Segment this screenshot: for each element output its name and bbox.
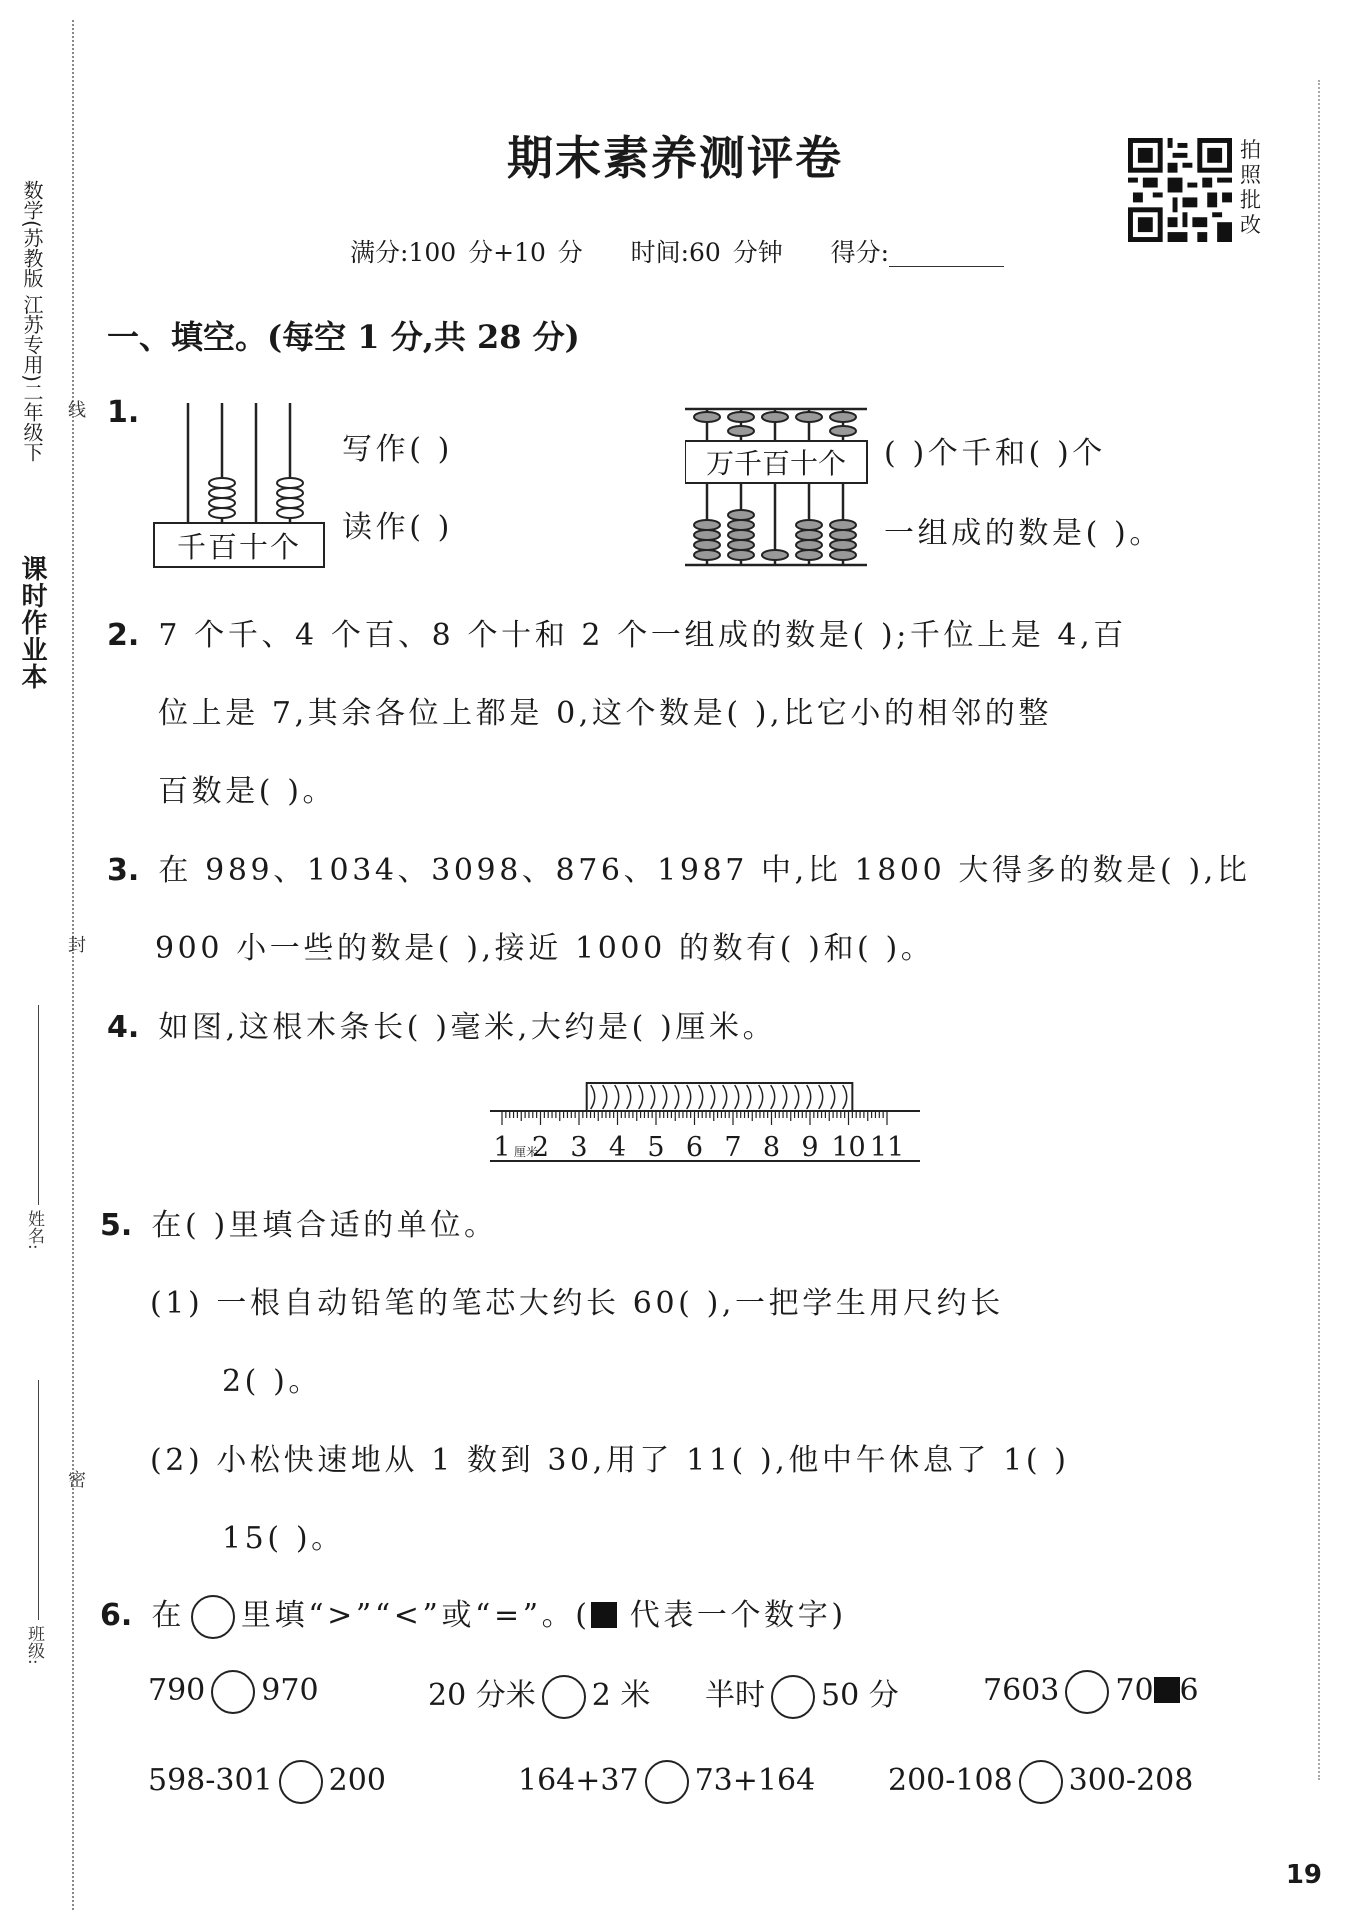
compare-circle[interactable] — [279, 1760, 323, 1804]
abacus-bead — [796, 412, 822, 422]
compare-6: 164+37 73+164 — [518, 1760, 815, 1804]
time-limit: 时间:60 分钟 — [630, 238, 783, 267]
name-underline — [38, 1005, 39, 1205]
ruler-tick-label: 2 — [531, 1132, 550, 1163]
qr-caption: 拍照批改 — [1240, 138, 1261, 237]
q5-part2-line2[interactable]: 15( )。 — [222, 1521, 345, 1556]
abacus-bead — [728, 412, 754, 422]
abacus-bead — [694, 540, 720, 550]
q4-line1[interactable]: 4. 如图,这根木条长( )毫米,大约是( )厘米。 — [107, 1010, 777, 1045]
abacus-bead — [277, 508, 303, 518]
compare-1: 790 970 — [148, 1670, 319, 1714]
abacus-bead — [209, 498, 235, 508]
ruler-unit-label: 厘米 — [513, 1145, 539, 1159]
abacus-bead — [796, 520, 822, 530]
abacus-bead — [728, 550, 754, 560]
abacus-label: 千百十个 — [176, 530, 302, 564]
score-label: 得分: — [830, 238, 890, 267]
q5-line1[interactable]: 5. 在( )里填合适的单位。 — [100, 1208, 498, 1243]
compare-circle[interactable] — [542, 1675, 586, 1719]
ruler-tick-label: 1 — [493, 1132, 511, 1163]
abacus-1 — [150, 395, 330, 570]
abacus-bead — [694, 412, 720, 422]
ruler-diagram — [490, 1075, 930, 1165]
abacus-bead — [830, 426, 856, 436]
seal-feng: 封 — [65, 935, 86, 953]
compare-3: 半时 50 分 — [705, 1670, 899, 1719]
ruler-tick-label: 9 — [801, 1132, 819, 1163]
abacus-bead — [796, 540, 822, 550]
page-number: 19 — [1285, 1860, 1322, 1890]
qr-code-icon[interactable] — [1128, 138, 1232, 242]
binding-dotted-line — [72, 20, 74, 1910]
compare-circle[interactable] — [1019, 1760, 1063, 1804]
ruler-tick-label: 7 — [724, 1132, 742, 1163]
name-label: 姓名: — [24, 1210, 44, 1250]
right-dotted-line — [1318, 80, 1320, 1780]
abacus-bead — [796, 550, 822, 560]
abacus-label: 万千百十个 — [705, 447, 847, 480]
abacus-bead — [209, 488, 235, 498]
ruler-tick-label: 3 — [570, 1132, 588, 1163]
seal-xian: 线 — [65, 400, 86, 418]
circle-placeholder-icon — [191, 1595, 235, 1639]
abacus-bead — [728, 520, 754, 530]
abacus-bead — [796, 530, 822, 540]
abacus-bead — [209, 478, 235, 488]
abacus-bead — [830, 530, 856, 540]
abacus-bead — [830, 520, 856, 530]
compare-5: 598-301 200 — [148, 1760, 386, 1804]
q5-part1-line1[interactable]: (1) 一根自动铅笔的笔芯大约长 60( ),一把学生用尺约长 — [150, 1286, 1004, 1321]
compare-4: 7603 70 6 — [983, 1670, 1199, 1714]
wood-stick — [587, 1083, 853, 1111]
abacus-bead — [728, 530, 754, 540]
ruler-tick-label: 8 — [762, 1132, 781, 1163]
q6-intro: 6. 在 里填“>”“<”或“=”。( 代表一个数字) — [100, 1590, 847, 1639]
full-score: 满分:100 分+10 分 — [350, 238, 583, 267]
q1-line2[interactable]: 一组成的数是( )。 — [884, 516, 1163, 551]
compare-circle[interactable] — [211, 1670, 255, 1714]
seal-mi: 密 — [65, 1470, 86, 1488]
class-label: 班级: — [24, 1625, 44, 1665]
abacus-bead — [762, 550, 788, 560]
abacus-bead — [728, 510, 754, 520]
black-square-icon — [591, 1602, 617, 1628]
section1-heading: 一、填空。(每空 1 分,共 28 分) — [107, 318, 580, 356]
score-blank[interactable] — [889, 242, 1004, 267]
abacus-bead — [830, 550, 856, 560]
ruler-tick-label: 10 — [831, 1132, 866, 1163]
abacus-bead — [277, 488, 303, 498]
compare-circle[interactable] — [645, 1760, 689, 1804]
q5-part1-line2[interactable]: 2( )。 — [222, 1364, 323, 1399]
q5-part2-line1[interactable]: (2) 小松快速地从 1 数到 30,用了 11( ),他中午休息了 1( ) — [150, 1443, 1070, 1478]
class-underline — [38, 1380, 39, 1620]
compare-7: 200-108 300-208 — [888, 1760, 1193, 1804]
q3-line1[interactable]: 3. 在 989、1034、3098、876、1987 中,比 1800 大得多的数是( ),比 — [107, 853, 1251, 888]
q1-read-line[interactable]: 读作( ) — [342, 510, 453, 545]
q2-line3[interactable]: 百数是( )。 — [158, 774, 337, 809]
compare-circle[interactable] — [771, 1675, 815, 1719]
page-title: 期末素养测评卷 — [507, 131, 843, 185]
score-meta — [350, 233, 1004, 269]
abacus-bead — [762, 412, 788, 422]
black-square-icon — [1154, 1677, 1180, 1703]
compare-circle[interactable] — [1065, 1670, 1109, 1714]
ruler-tick-label: 11 — [869, 1132, 905, 1163]
compare-2: 20 分米 2 米 — [428, 1670, 650, 1719]
side-subject: 数学(苏教版 江苏专用)二年级下 — [20, 180, 44, 462]
ruler-tick-label: 6 — [685, 1132, 704, 1163]
q3-line2[interactable]: 900 小一些的数是( ),接近 1000 的数有( )和( )。 — [155, 931, 935, 966]
abacus-bead — [728, 540, 754, 550]
abacus-bead — [209, 508, 235, 518]
q2-line2[interactable]: 位上是 7,其余各位上都是 0,这个数是( ),比它小的相邻的整 — [158, 696, 1052, 731]
abacus-2 — [685, 405, 870, 570]
side-series-name: 课时作业本 — [17, 555, 47, 690]
ruler-tick-label: 5 — [647, 1132, 665, 1163]
abacus-bead — [277, 478, 303, 488]
abacus-bead — [694, 520, 720, 530]
abacus-bead — [694, 530, 720, 540]
abacus-bead — [728, 426, 754, 436]
q1-line1[interactable]: ( )个千和( )个 — [884, 436, 1106, 471]
q2-line1[interactable]: 2. 7 个千、4 个百、8 个十和 2 个一组成的数是( );千位上是 4,百 — [107, 618, 1127, 653]
abacus-bead — [694, 550, 720, 560]
q1-number: 1. — [107, 395, 140, 430]
abacus-bead — [830, 540, 856, 550]
abacus-bead — [830, 412, 856, 422]
ruler-tick-label: 4 — [608, 1132, 627, 1163]
q1-write-line[interactable]: 写作( ) — [342, 432, 453, 467]
abacus-bead — [277, 498, 303, 508]
